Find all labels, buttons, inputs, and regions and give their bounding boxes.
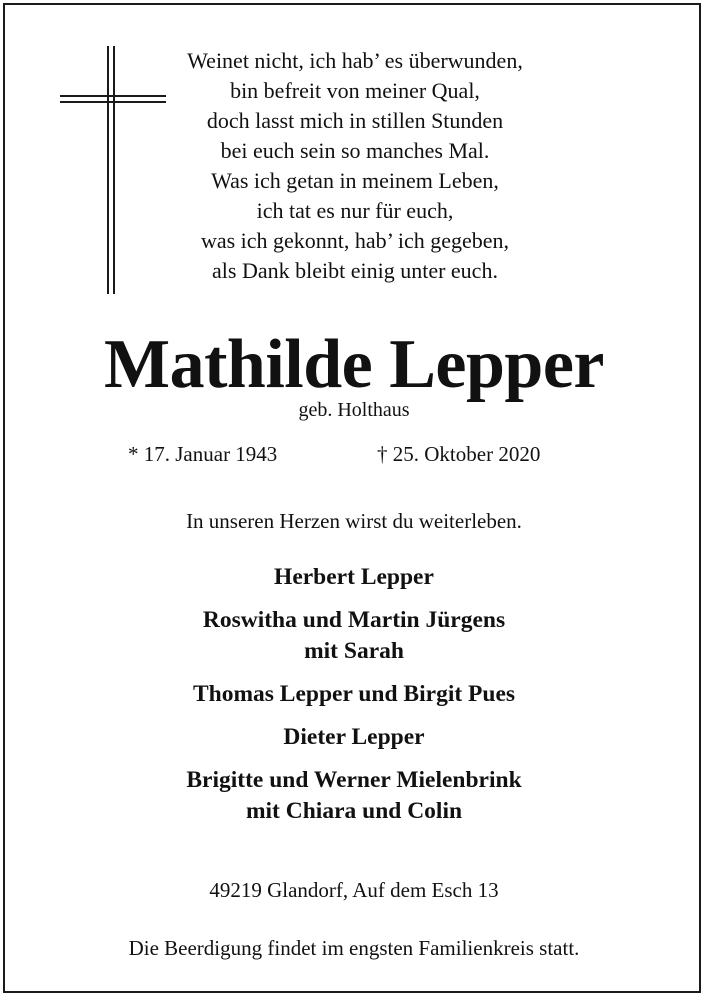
poem-line: was ich gekonnt, hab’ ich gegeben,: [200, 228, 510, 253]
poem-line: bei euch sein so manches Mal.: [220, 138, 490, 163]
mourner-line: Roswitha und Martin Jürgens: [202, 607, 506, 633]
poem-line: bin befreit von meiner Qual,: [230, 78, 480, 103]
mourner-line: Brigitte und Werner Mielenbrink: [186, 767, 522, 793]
poem: [160, 46, 550, 286]
mourner-line: Thomas Lepper und Birgit Pues: [192, 681, 516, 707]
maiden-name: geb. Holthaus: [298, 399, 410, 421]
mourner-entry: [0, 562, 708, 593]
deceased-name: Mathilde Lepper: [104, 326, 604, 403]
birth-date: * 17. Januar 1943: [128, 442, 278, 466]
mourner-entry: [0, 765, 708, 827]
mourners-list: [0, 562, 708, 839]
poem-line: doch lasst mich in stillen Stunden: [206, 108, 504, 133]
poem-line: als Dank bleibt einig unter euch.: [212, 258, 498, 283]
motto: In unseren Herzen wirst du weiterleben.: [186, 509, 522, 533]
mourner-line: Dieter Lepper: [283, 724, 425, 750]
address: 49219 Glandorf, Auf dem Esch 13: [209, 878, 499, 902]
mourner-entry: [0, 679, 708, 710]
funeral-notice: Die Beerdigung findet im engsten Familienkreis statt.: [128, 936, 580, 960]
mourner-entry: [0, 722, 708, 753]
death-date: † 25. Oktober 2020: [377, 442, 541, 466]
mourner-line: Herbert Lepper: [274, 564, 434, 590]
mourner-entry: [0, 605, 708, 667]
poem-line: Weinet nicht, ich hab’ es überwunden,: [187, 48, 523, 73]
poem-line: Was ich getan in meinem Leben,: [211, 168, 499, 193]
poem-line: ich tat es nur für euch,: [256, 198, 454, 223]
mourner-line: mit Chiara und Colin: [245, 798, 463, 824]
mourner-line: mit Sarah: [304, 638, 404, 664]
